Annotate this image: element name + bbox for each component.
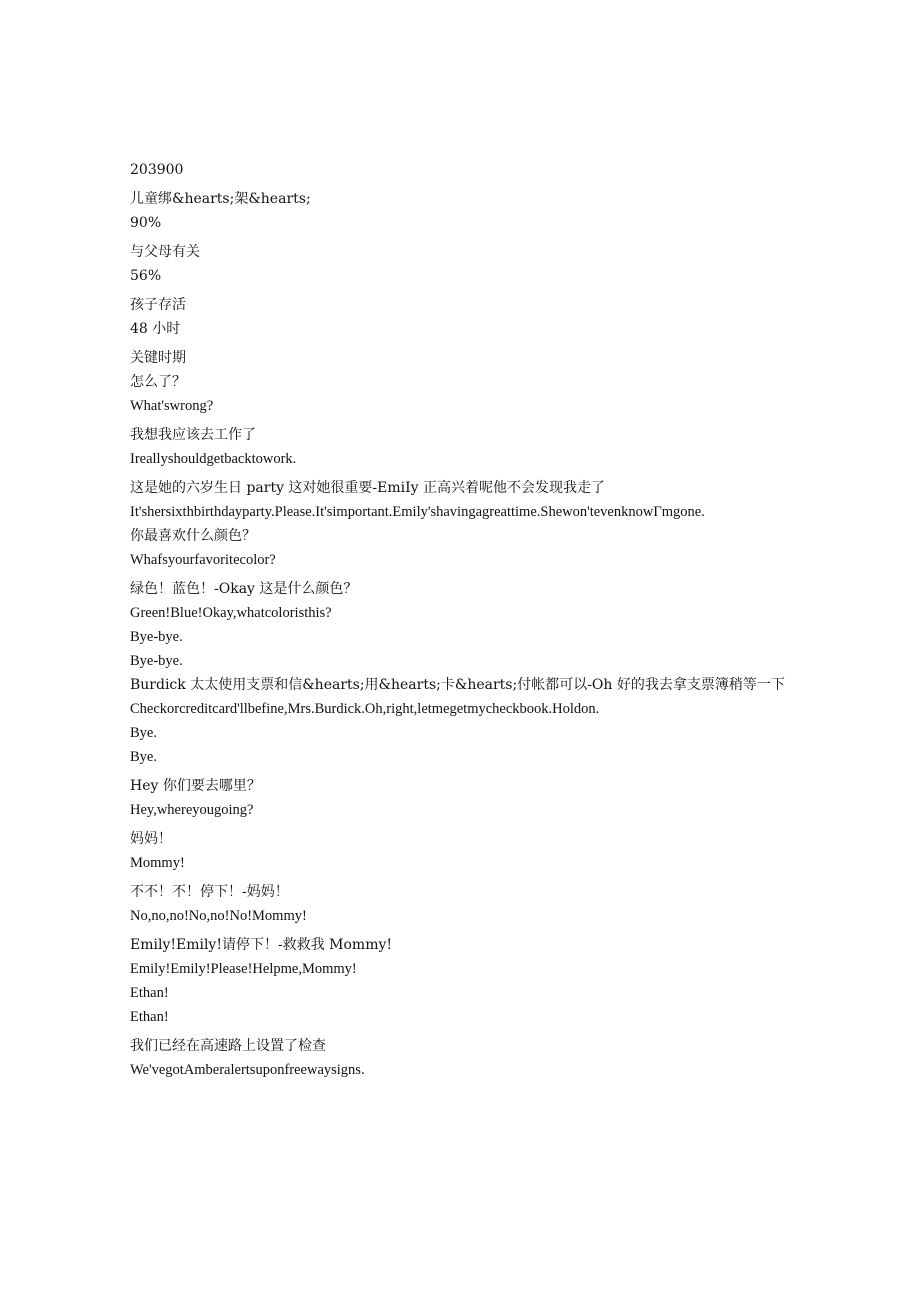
text-line-back-to-work-en: Ireallyshouldgetbacktowork.	[130, 451, 297, 467]
text-line-critical-period: 关键时期	[130, 350, 186, 366]
text-line-bye-2: Bye.	[130, 749, 157, 765]
text-line-ethan-2: Ethan!	[130, 1009, 169, 1025]
text-line-favorite-color-cn: 你最喜欢什么颜色？	[130, 528, 256, 544]
text-line-ethan-1: Ethan!	[130, 985, 169, 1001]
text-line-amber-alerts-en: We'vegotAmberalertsuponfreewaysigns.	[130, 1062, 365, 1078]
text-line-mommy-en: Mommy!	[130, 855, 185, 871]
text-line-checkbook-en: Checkorcreditcard'llbefine,Mrs.Burdick.Oh,right,letmegetmycheckbook.Holdon.	[130, 701, 600, 717]
text-line-checkbook-cn: Burdick 太太使用支票和信&hearts;用&hearts;卡&hearts;付帐都可以-Oh 好的我去拿支票簿稍等一下	[130, 677, 785, 693]
text-line-no-stop-en: No,no,no!No,no!No!Mommy!	[130, 908, 307, 924]
text-line-favorite-color-en: Whafsyourfavoritecolor?	[130, 552, 276, 568]
text-line-colors-cn: 绿色！蓝色！-Okay 这是什么颜色？	[130, 581, 358, 597]
text-line-stat-number: 203900	[130, 162, 184, 178]
text-line-where-going-cn: Hey 你们要去哪里？	[130, 778, 261, 794]
text-line-back-to-work-cn: 我想我应该去工作了	[130, 427, 256, 443]
text-line-no-stop-cn: 不不！不！停下！-妈妈！	[130, 884, 289, 900]
text-line-child-survival: 孩子存活	[130, 297, 186, 313]
text-line-percent-56: 56%	[130, 268, 162, 284]
text-line-emily-help-en: Emily!Emily!Please!Helpme,Mommy!	[130, 961, 357, 977]
text-line-checkpoints-cn: 我们已经在高速路上设置了检查	[130, 1038, 326, 1054]
text-line-birthday-en: It'shersixthbirthdayparty.Please.It'simportant.Emily'shavingagreattime.Shewon'tevenknowΓmgone.	[130, 504, 705, 520]
document-body	[130, 158, 790, 1082]
text-line-colors-en: Green!Blue!Okay,whatcoloristhis?	[130, 605, 332, 621]
text-line-percent-90: 90%	[130, 215, 162, 231]
text-line-emily-help-cn: Emily!Emily!请停下！-救救我 Mommy!	[130, 937, 393, 953]
text-line-48-hours: 48 小时	[130, 321, 181, 337]
text-line-kidnapping: 儿童绑&hearts;架&hearts;	[130, 191, 311, 207]
text-line-whats-wrong-cn: 怎么了？	[130, 374, 186, 390]
text-line-bye-1: Bye.	[130, 725, 157, 741]
text-line-whats-wrong-en: What'swrong?	[130, 398, 214, 414]
text-line-bye-bye-2: Bye-bye.	[130, 653, 183, 669]
text-line-mommy-cn: 妈妈！	[130, 831, 172, 847]
text-line-parents-related: 与父母有关	[130, 244, 200, 260]
text-line-bye-bye-1: Bye-bye.	[130, 629, 183, 645]
text-line-birthday-cn: 这是她的六岁生日 party 这对她很重要-EmiIy 正高兴着呢他不会发现我走了	[130, 480, 606, 496]
text-line-where-going-en: Hey,whereyougoing?	[130, 802, 254, 818]
